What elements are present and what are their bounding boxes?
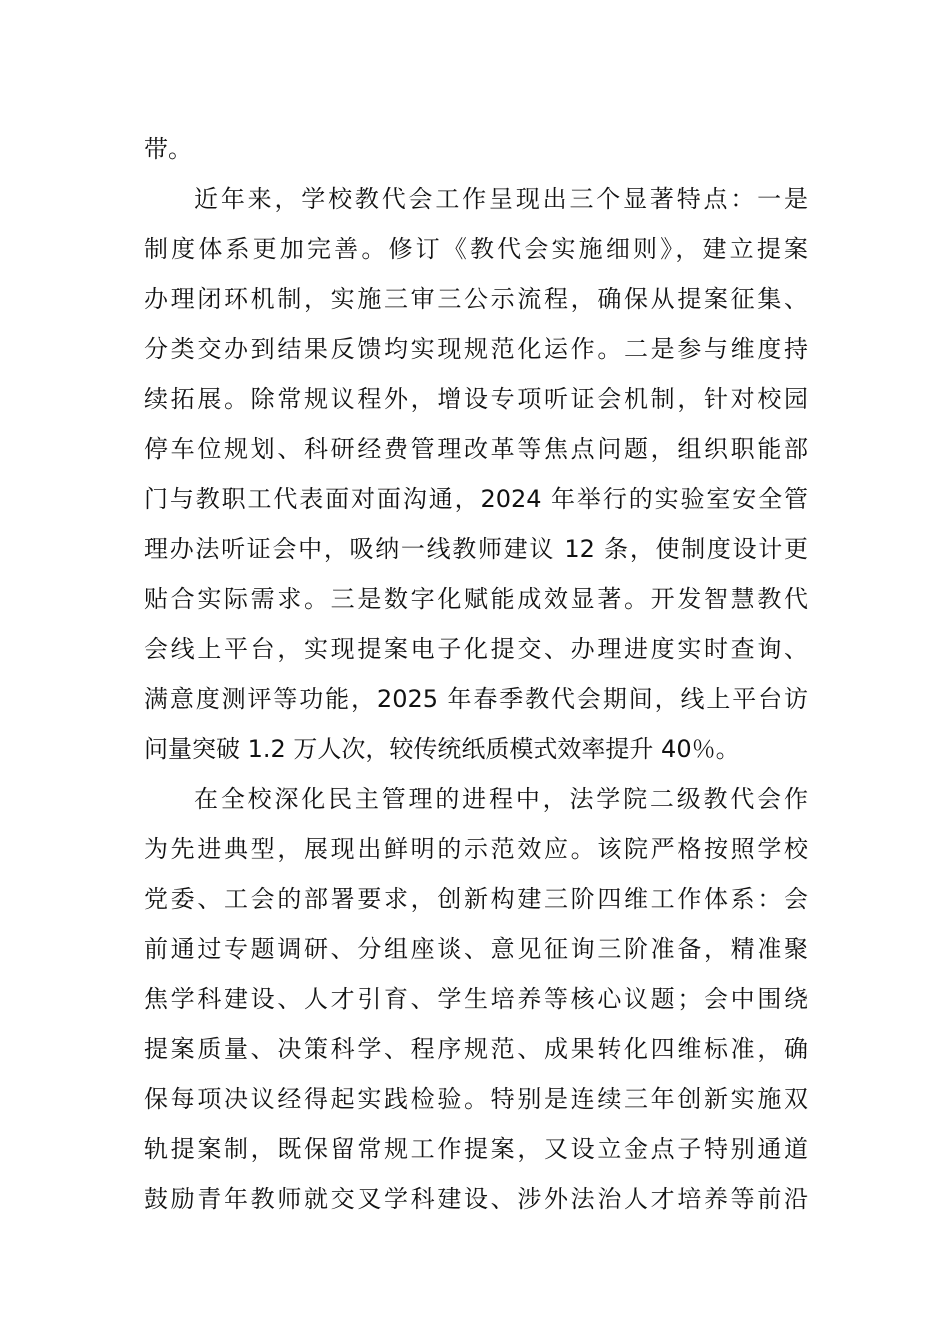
document-body: [144, 124, 808, 1224]
text-line: 问量突破 1.2 万人次，较传统纸质模式效率提升 40％。: [144, 735, 740, 763]
text-line: 焦学科建设、人才引育、学生培养等核心议题；会中围绕: [144, 985, 808, 1013]
text-line: 办理闭环机制，实施三审三公示流程，确保从提案征集、: [144, 285, 808, 313]
text-line: 停车位规划、科研经费管理改革等焦点问题，组织职能部: [144, 435, 808, 463]
text-line: 会线上平台，实现提案电子化提交、办理进度实时查询、: [144, 635, 808, 663]
text-line: 分类交办到结果反馈均实现规范化运作。二是参与维度持: [144, 335, 808, 363]
text-line: 理办法听证会中，吸纳一线教师建议 12 条，使制度设计更: [144, 535, 808, 563]
text-line: 制度体系更加完善。修订《教代会实施细则》，建立提案: [144, 235, 808, 263]
paragraph-2: [144, 174, 808, 774]
text-line: 门与教职工代表面对面沟通，2024 年举行的实验室安全管: [144, 485, 808, 513]
text-line: 贴合实际需求。三是数字化赋能成效显著。开发智慧教代: [144, 585, 808, 613]
text-line: 党委、工会的部署要求，创新构建三阶四维工作体系：会: [144, 885, 808, 913]
text-line: 为先进典型，展现出鲜明的示范效应。该院严格按照学校: [144, 835, 808, 863]
text-line: 鼓励青年教师就交叉学科建设、涉外法治人才培养等前沿: [144, 1185, 808, 1213]
text-line: 满意度测评等功能，2025 年春季教代会期间，线上平台访: [144, 685, 808, 713]
text-line: 轨提案制，既保留常规工作提案，又设立金点子特别通道: [144, 1135, 808, 1163]
text-line: 近年来，学校教代会工作呈现出三个显著特点：一是: [194, 185, 808, 213]
text-line: 在全校深化民主管理的进程中，法学院二级教代会作: [194, 785, 808, 813]
paragraph-3: [144, 774, 808, 1224]
text-line: 带。: [144, 135, 192, 163]
paragraph-1: [144, 124, 808, 174]
text-line: 提案质量、决策科学、程序规范、成果转化四维标准，确: [144, 1035, 808, 1063]
text-line: 前通过专题调研、分组座谈、意见征询三阶准备，精准聚: [144, 935, 808, 963]
text-line: 保每项决议经得起实践检验。特别是连续三年创新实施双: [144, 1085, 808, 1113]
text-line: 续拓展。除常规议程外，增设专项听证会机制，针对校园: [144, 385, 808, 413]
